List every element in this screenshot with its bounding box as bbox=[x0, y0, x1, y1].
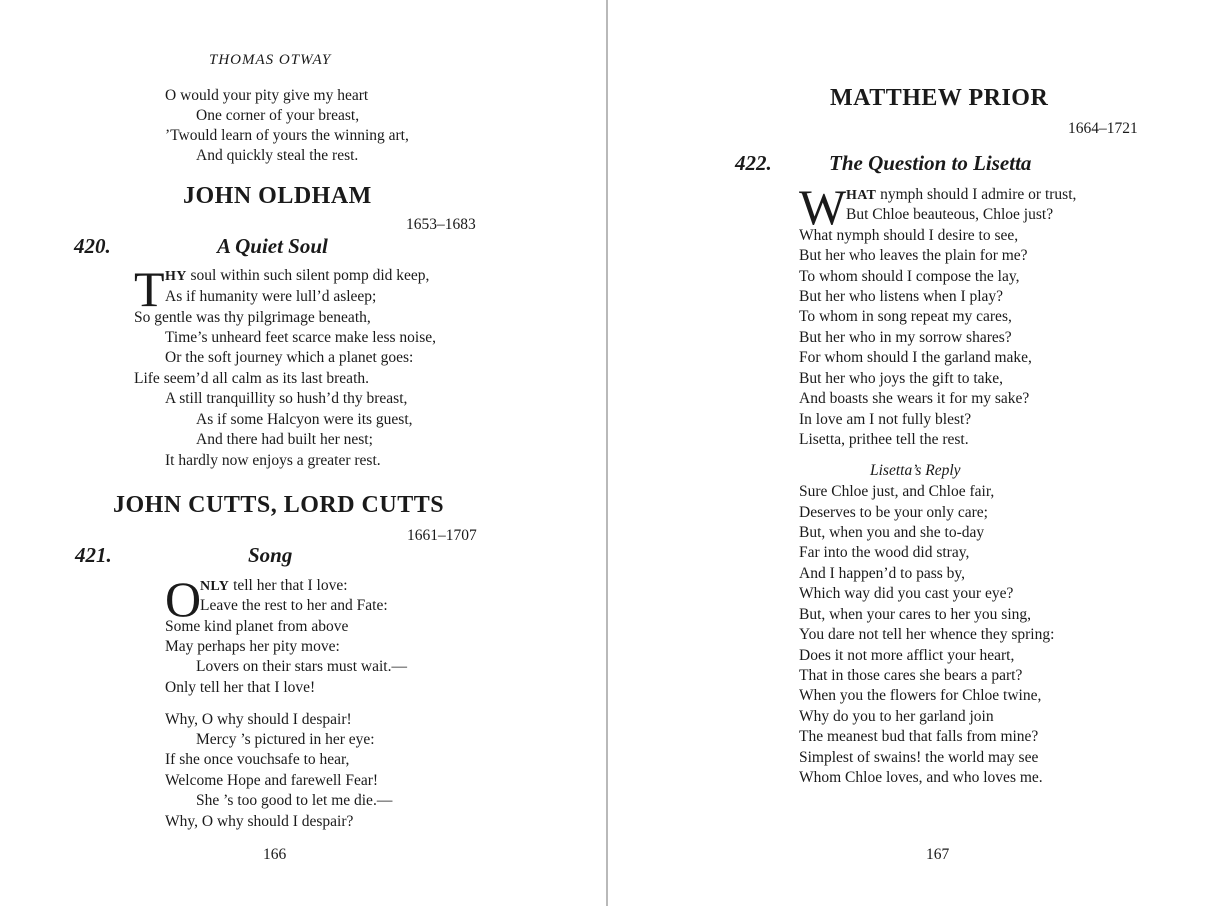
verse-line: A still tranquillity so hush’d thy breast, bbox=[165, 390, 408, 407]
verse-line: What nymph should I desire to see, bbox=[799, 227, 1019, 244]
verse-line: Simplest of swains! the world may see bbox=[799, 749, 1039, 766]
verse-line: She ’s too good to let me die.— bbox=[196, 792, 393, 809]
verse-line: One corner of your breast, bbox=[196, 107, 360, 124]
page-number: 167 bbox=[926, 846, 950, 863]
verse-line: Which way did you cast your eye? bbox=[799, 585, 1014, 602]
small-caps-word: HY bbox=[165, 269, 187, 284]
running-head: THOMAS OTWAY bbox=[209, 52, 332, 68]
author-heading-prior: MATTHEW PRIOR bbox=[830, 85, 1049, 111]
author-heading-cutts: JOHN CUTTS, LORD CUTTS bbox=[113, 492, 445, 518]
verse-line: But, when you and she to-day bbox=[799, 524, 985, 541]
verse-line: So gentle was thy pilgrimage beneath, bbox=[134, 309, 371, 326]
verse-line: Leave the rest to her and Fate: bbox=[200, 597, 388, 614]
author-dates-oldham: 1653–1683 bbox=[406, 216, 476, 233]
verse-line: You dare not tell her whence they spring: bbox=[799, 626, 1055, 643]
verse-line: Why, O why should I despair? bbox=[165, 813, 354, 830]
verse-line: As if humanity were lull’d asleep; bbox=[165, 288, 377, 305]
first-line-rest: soul within such silent pomp did keep, bbox=[186, 267, 430, 284]
poem-title-a-quiet-soul: A Quiet Soul bbox=[217, 234, 328, 258]
page-number: 166 bbox=[263, 846, 287, 863]
small-caps-word: NLY bbox=[200, 579, 230, 594]
verse-line: Mercy ’s pictured in her eye: bbox=[196, 731, 375, 748]
verse-line-first bbox=[165, 266, 429, 287]
verse-line: Time’s unheard feet scarce make less noise, bbox=[165, 329, 437, 346]
drop-cap: T bbox=[134, 261, 165, 317]
verse-line: Far into the wood did stray, bbox=[799, 544, 970, 561]
verse-line: Why do you to her garland join bbox=[799, 708, 994, 725]
poem-number-420: 420. bbox=[74, 234, 111, 258]
left-page bbox=[0, 0, 606, 906]
first-line-rest: tell her that I love: bbox=[229, 577, 348, 594]
verse-line: That in those cares she bears a part? bbox=[799, 667, 1023, 684]
verse-line: But, when your cares to her you sing, bbox=[799, 606, 1032, 623]
verse-line: Whom Chloe loves, and who loves me. bbox=[799, 769, 1043, 786]
verse-line: Some kind planet from above bbox=[165, 618, 349, 635]
drop-cap: O bbox=[165, 571, 202, 627]
poem-title-question-to-lisetta: The Question to Lisetta bbox=[829, 151, 1032, 175]
verse-line: O would your pity give my heart bbox=[165, 87, 369, 104]
author-dates-prior: 1664–1721 bbox=[1068, 120, 1138, 137]
verse-line: Or the soft journey which a planet goes: bbox=[165, 349, 414, 366]
verse-line: But her who listens when I play? bbox=[799, 288, 1004, 305]
verse-line: To whom in song repeat my cares, bbox=[799, 308, 1012, 325]
verse-line: Only tell her that I love! bbox=[165, 679, 316, 696]
author-heading-oldham: JOHN OLDHAM bbox=[183, 183, 372, 209]
verse-line: Does it not more afflict your heart, bbox=[799, 647, 1015, 664]
verse-line: Welcome Hope and farewell Fear! bbox=[165, 772, 379, 789]
poem-number-421: 421. bbox=[75, 543, 112, 567]
verse-line-first bbox=[200, 576, 348, 597]
verse-line-first bbox=[846, 185, 1076, 206]
verse-line: To whom should I compose the lay, bbox=[799, 268, 1020, 285]
verse-line: Sure Chloe just, and Chloe fair, bbox=[799, 483, 995, 500]
verse-line: As if some Halcyon were its guest, bbox=[196, 411, 413, 428]
verse-line: For whom should I the garland make, bbox=[799, 349, 1032, 366]
verse-line: If she once vouchsafe to hear, bbox=[165, 751, 350, 768]
poem-title-song: Song bbox=[248, 543, 293, 567]
first-line-rest: nymph should I admire or trust, bbox=[876, 186, 1077, 203]
verse-line: The meanest bud that falls from mine? bbox=[799, 728, 1039, 745]
right-page bbox=[608, 0, 1213, 906]
verse-line: But her who leaves the plain for me? bbox=[799, 247, 1028, 264]
verse-line: ’Twould learn of yours the winning art, bbox=[165, 127, 409, 144]
verse-line: And I happen’d to pass by, bbox=[799, 565, 966, 582]
verse-line: Why, O why should I despair! bbox=[165, 711, 352, 728]
verse-line: But her who joys the gift to take, bbox=[799, 370, 1004, 387]
section-title-lisettas-reply: Lisetta’s Reply bbox=[870, 462, 961, 479]
verse-line: When you the flowers for Chloe twine, bbox=[799, 687, 1042, 704]
verse-line: In love am I not fully blest? bbox=[799, 411, 972, 428]
poem-number-422: 422. bbox=[735, 151, 772, 175]
verse-line: Deserves to be your only care; bbox=[799, 504, 988, 521]
verse-line: May perhaps her pity move: bbox=[165, 638, 340, 655]
verse-line: Lisetta, prithee tell the rest. bbox=[799, 431, 969, 448]
small-caps-word: HAT bbox=[846, 188, 877, 203]
verse-line: Life seem’d all calm as its last breath. bbox=[134, 370, 369, 387]
verse-line: And quickly steal the rest. bbox=[196, 147, 359, 164]
verse-line: Lovers on their stars must wait.— bbox=[196, 658, 407, 675]
verse-line: And there had built her nest; bbox=[196, 431, 373, 448]
verse-line: But her who in my sorrow shares? bbox=[799, 329, 1012, 346]
author-dates-cutts: 1661–1707 bbox=[407, 527, 477, 544]
verse-line: It hardly now enjoys a greater rest. bbox=[165, 452, 381, 469]
verse-line: And boasts she wears it for my sake? bbox=[799, 390, 1030, 407]
verse-line: But Chloe beauteous, Chloe just? bbox=[846, 206, 1054, 223]
drop-cap: W bbox=[799, 179, 847, 235]
